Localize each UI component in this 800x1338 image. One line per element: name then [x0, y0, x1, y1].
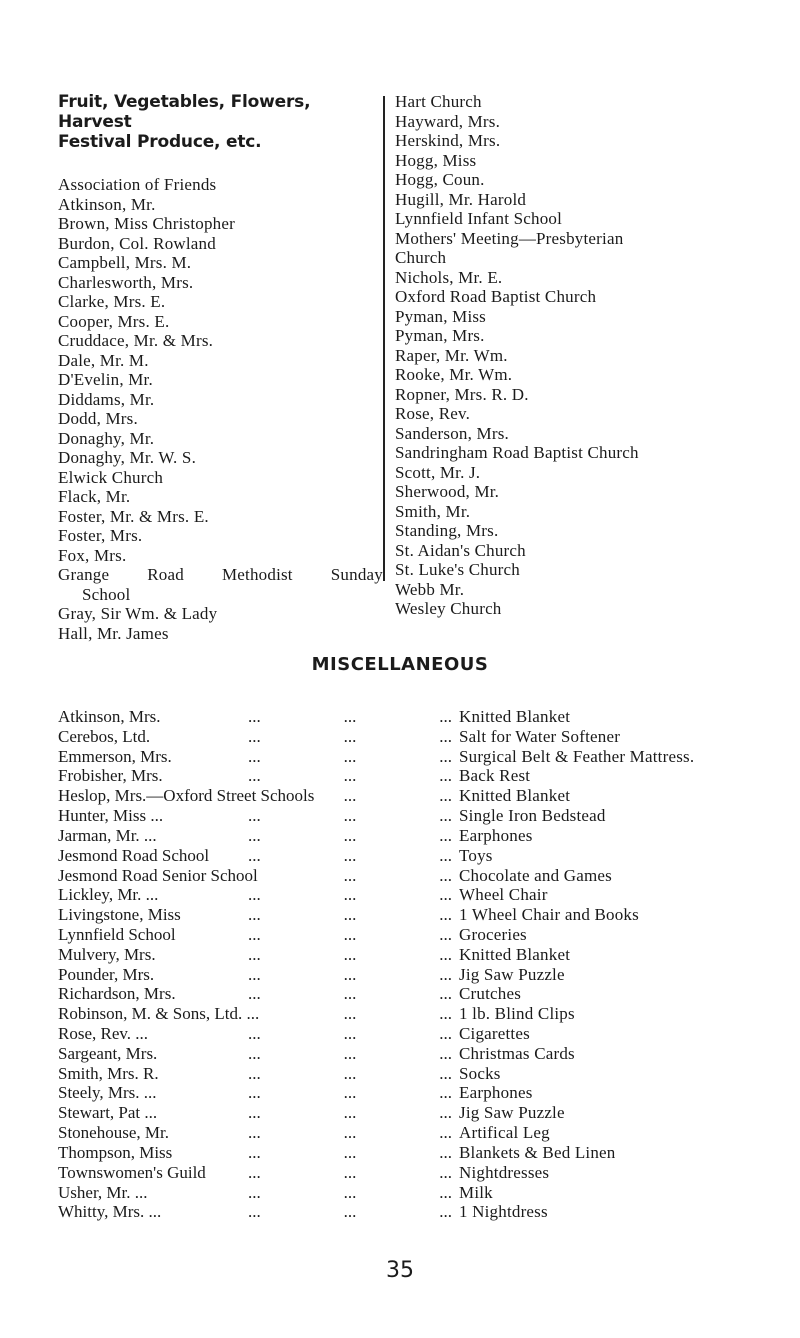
- donor-entry: Fox, Mrs.: [58, 545, 127, 565]
- donor-entry: Diddams, Mr.: [58, 389, 155, 409]
- leader-dot-group: ...: [439, 984, 452, 1004]
- misc-row: [58, 707, 778, 727]
- leader-dot-group: ...: [439, 905, 452, 925]
- misc-gift: Chocolate and Games: [459, 865, 612, 885]
- leader-dot-group: ...: [343, 726, 357, 746]
- grange-word-3: Methodist: [221, 565, 293, 584]
- leader-dot-group: ...: [343, 1202, 357, 1222]
- leader-dot-group: ...: [248, 1063, 261, 1083]
- misc-donor: Atkinson, Mrs.: [58, 707, 161, 726]
- leader-dot-group: ...: [439, 885, 452, 905]
- leader-dots: [248, 826, 452, 846]
- misc-row: [58, 1064, 778, 1084]
- donor-entry: Gray, Sir Wm. & Lady: [58, 604, 218, 623]
- donor-entry: Raper, Mr. Wm.: [395, 345, 508, 365]
- misc-row: [58, 866, 778, 886]
- misc-gift: Single Iron Bedstead: [459, 806, 606, 826]
- leader-dot-group: ...: [343, 825, 357, 845]
- donor-entry: Cruddace, Mr. & Mrs.: [58, 331, 214, 350]
- misc-row: [58, 1143, 778, 1163]
- misc-donor: Livingstone, Miss: [58, 905, 181, 925]
- harvest-right-column: [395, 92, 766, 619]
- leader-dot-group: ...: [343, 984, 357, 1004]
- misc-row: [58, 1202, 778, 1222]
- misc-row: [58, 786, 778, 806]
- donor-entry: Charlesworth, Mrs.: [58, 272, 194, 292]
- misc-row: [58, 1123, 778, 1143]
- grange-word-4: Sunday: [330, 565, 383, 584]
- leader-dot-group: ...: [439, 1024, 452, 1043]
- misc-donor: Robinson, M. & Sons, Ltd. ...: [58, 1004, 260, 1024]
- misc-donor: Pounder, Mrs.: [58, 964, 155, 984]
- leader-dot-group: ...: [343, 1123, 357, 1143]
- donor-entry: Hall, Mr. James: [58, 623, 169, 643]
- donor-entry: Wesley Church: [395, 599, 502, 618]
- harvest-left-column: [58, 92, 383, 643]
- leader-dots: [248, 1004, 452, 1024]
- leader-dot-group: ...: [343, 766, 357, 786]
- misc-gift: 1 Wheel Chair and Books: [459, 905, 639, 925]
- misc-gift: Nightdresses: [459, 1162, 550, 1182]
- leader-dot-group: ...: [439, 1043, 452, 1063]
- donor-entry: D'Evelin, Mr.: [58, 370, 153, 389]
- leader-dot-group: ...: [343, 924, 357, 944]
- misc-donor: Steely, Mrs. ...: [58, 1083, 157, 1103]
- donor-entry: Brown, Miss Christopher: [58, 214, 235, 233]
- misc-donor: Frobisher, Mrs.: [58, 766, 163, 786]
- leader-dot-group: ...: [439, 1182, 452, 1202]
- misc-gift: 1 Nightdress: [459, 1202, 548, 1222]
- leader-dot-group: ...: [439, 1083, 452, 1103]
- misc-row: [58, 965, 778, 985]
- misc-gift: Wheel Chair: [459, 885, 548, 905]
- donor-entry: Hogg, Coun.: [395, 170, 485, 189]
- leader-dot-group: ...: [343, 845, 357, 865]
- leader-dot-group: ...: [439, 766, 452, 786]
- leader-dot-group: ...: [439, 1142, 452, 1162]
- misc-gift: Back Rest: [459, 766, 531, 786]
- misc-row: [58, 766, 778, 786]
- leader-dot-group: ...: [248, 1142, 261, 1162]
- misc-donor: Lynnfield School: [58, 924, 176, 944]
- leader-dots: [248, 866, 452, 886]
- donor-entry: St. Luke's Church: [395, 560, 520, 579]
- misc-gift: Knitted Blanket: [459, 707, 571, 726]
- donor-entry: Sanderson, Mrs.: [395, 423, 509, 443]
- misc-donor: Stonehouse, Mr.: [58, 1123, 169, 1143]
- donor-entry: Oxford Road Baptist Church: [395, 287, 597, 306]
- harvest-donations-section: [58, 92, 766, 643]
- leader-dot-group: ...: [439, 707, 452, 726]
- leader-dot-group: ...: [248, 1043, 261, 1063]
- leader-dot-group: ...: [439, 1202, 452, 1222]
- leader-dots: [248, 1163, 452, 1183]
- misc-gift: Christmas Cards: [459, 1043, 575, 1063]
- leader-dot-group: ...: [439, 924, 452, 944]
- misc-row: [58, 1044, 778, 1064]
- leader-dot-group: ...: [248, 746, 261, 766]
- leader-dot-group: ...: [343, 905, 357, 925]
- misc-gift: Artifical Leg: [459, 1123, 550, 1143]
- column-divider: [383, 96, 385, 581]
- misc-row: [58, 945, 778, 965]
- misc-row: [58, 1024, 778, 1044]
- leader-dots: [248, 1024, 452, 1044]
- leader-dot-group: ...: [248, 944, 261, 964]
- misc-gift: Milk: [459, 1182, 493, 1202]
- donor-entry: Standing, Mrs.: [395, 521, 499, 540]
- leader-dots: [248, 925, 452, 945]
- misc-donor: Smith, Mrs. R.: [58, 1063, 159, 1083]
- leader-dot-group: ...: [343, 1004, 357, 1024]
- misc-row: [58, 1163, 778, 1183]
- donor-entry: Foster, Mr. & Mrs. E.: [58, 506, 209, 526]
- leader-dot-group: ...: [248, 964, 261, 984]
- misc-row: [58, 806, 778, 826]
- misc-gift: Toys: [459, 845, 493, 865]
- donor-entry: Foster, Mrs.: [58, 526, 143, 545]
- donor-entry: Elwick Church: [58, 467, 164, 487]
- misc-row: [58, 846, 778, 866]
- misc-gift: Surgical Belt & Feather Mattress.: [459, 746, 695, 766]
- leader-dots: [248, 786, 452, 806]
- leader-dots: [248, 984, 452, 1004]
- leader-dots: [248, 885, 452, 905]
- leader-dot-group: ...: [343, 806, 357, 826]
- misc-row: [58, 1183, 778, 1203]
- leader-dot-group: ...: [343, 1142, 357, 1162]
- donor-entry: Dale, Mr. M.: [58, 350, 149, 370]
- leader-dot-group: ...: [439, 964, 452, 984]
- misc-gift: Jig Saw Puzzle: [459, 964, 565, 984]
- leader-dot-group: ...: [248, 845, 261, 865]
- leader-dot-group: ...: [248, 1103, 261, 1123]
- donor-entry: St. Aidan's Church: [395, 540, 526, 560]
- misc-gift: Knitted Blanket: [459, 944, 571, 964]
- miscellaneous-list: [58, 707, 778, 1222]
- leader-dots: [248, 1083, 452, 1103]
- leader-dot-group: ...: [439, 726, 452, 746]
- leader-dot-group: ...: [343, 1103, 357, 1123]
- leader-dot-group: ...: [439, 786, 452, 806]
- misc-row: [58, 885, 778, 905]
- leader-dot-group: ...: [248, 806, 261, 826]
- misc-donor: Mulvery, Mrs.: [58, 944, 156, 964]
- leader-dots: [248, 1183, 452, 1203]
- donor-entry: Clarke, Mrs. E.: [58, 292, 166, 311]
- donor-entry: Flack, Mr.: [58, 487, 131, 506]
- donor-entry: Webb Mr.: [395, 579, 465, 599]
- leader-dot-group: ...: [248, 1202, 261, 1222]
- donor-entry: Association of Friends: [58, 175, 217, 194]
- donor-entry: Hogg, Miss: [395, 150, 477, 170]
- page-number: 35: [386, 1258, 414, 1283]
- donor-entry: Scott, Mr. J.: [395, 462, 481, 482]
- leader-dot-group: ...: [439, 1103, 452, 1123]
- misc-donor: Lickley, Mr. ...: [58, 885, 159, 905]
- donor-entry: Campbell, Mrs. M.: [58, 253, 192, 272]
- leader-dots: [248, 766, 452, 786]
- misc-gift: Cigarettes: [459, 1024, 530, 1043]
- misc-donor: Sargeant, Mrs.: [58, 1043, 158, 1063]
- donor-entry: Sherwood, Mr.: [395, 482, 500, 501]
- misc-row: [58, 984, 778, 1004]
- leader-dots: [248, 1202, 452, 1222]
- leader-dot-group: ...: [248, 726, 261, 746]
- leader-dot-group: ...: [343, 1182, 357, 1202]
- misc-row: [58, 747, 778, 767]
- donor-entry: Donaghy, Mr. W. S.: [58, 448, 197, 467]
- misc-row: [58, 727, 778, 747]
- grange-word-2: Road: [147, 565, 184, 584]
- misc-gift: Knitted Blanket: [459, 786, 571, 806]
- leader-dots: [248, 1103, 452, 1123]
- misc-gift: Jig Saw Puzzle: [459, 1103, 565, 1123]
- misc-donor: Townswomen's Guild: [58, 1162, 206, 1182]
- leader-dot-group: ...: [439, 1063, 452, 1083]
- donor-entry-continuation: School: [82, 584, 131, 604]
- leader-dot-group: ...: [248, 766, 261, 786]
- leader-dot-group: ...: [343, 885, 357, 905]
- section-heading: Fruit, Vegetables, Flowers, Harvest: [58, 92, 311, 132]
- donor-entry-continuation: Church: [395, 248, 447, 267]
- leader-dots: [248, 1143, 452, 1163]
- donor-entry: Atkinson, Mr.: [58, 194, 156, 214]
- donor-entry: Nichols, Mr. E.: [395, 267, 503, 287]
- leader-dot-group: ...: [248, 825, 261, 845]
- misc-row: [58, 1004, 778, 1024]
- leader-dots: [248, 806, 452, 826]
- leader-dot-group: ...: [248, 924, 261, 944]
- donor-entry: Mothers' Meeting—Presbyterian: [395, 228, 624, 248]
- misc-donor: Jarman, Mr. ...: [58, 825, 157, 845]
- donor-entry: Cooper, Mrs. E.: [58, 311, 170, 331]
- leader-dot-group: ...: [343, 865, 357, 885]
- donor-entry: Hart Church: [395, 92, 482, 111]
- leader-dot-group: ...: [439, 865, 452, 885]
- donor-entry: Rose, Rev.: [395, 404, 471, 423]
- leader-dot-group: ...: [248, 1162, 261, 1182]
- misc-gift: Blankets & Bed Linen: [459, 1142, 616, 1162]
- leader-dot-group: ...: [248, 1123, 261, 1143]
- misc-donor: Thompson, Miss: [58, 1142, 173, 1162]
- leader-dots: [248, 965, 452, 985]
- misc-donor: Stewart, Pat ...: [58, 1103, 158, 1123]
- donor-entry: Burdon, Col. Rowland: [58, 233, 216, 253]
- misc-gift: 1 lb. Blind Clips: [459, 1004, 575, 1024]
- leader-dot-group: ...: [343, 1083, 357, 1103]
- donor-entry: Pyman, Miss: [395, 306, 486, 326]
- misc-row: [58, 925, 778, 945]
- leader-dot-group: ...: [248, 707, 261, 726]
- leader-dot-group: ...: [439, 825, 452, 845]
- leader-dot-group: ...: [343, 1162, 357, 1182]
- donor-entry: Rooke, Mr. Wm.: [395, 365, 513, 384]
- leader-dot-group: ...: [439, 806, 452, 826]
- donor-entry: Hayward, Mrs.: [395, 111, 501, 131]
- leader-dot-group: ...: [343, 746, 357, 766]
- leader-dot-group: ...: [439, 1162, 452, 1182]
- donor-entry: Ropner, Mrs. R. D.: [395, 384, 529, 404]
- section-heading-continued: Festival Produce, etc.: [58, 132, 262, 152]
- leader-dots: [248, 1044, 452, 1064]
- misc-gift: Crutches: [459, 984, 522, 1004]
- misc-gift: Salt for Water Softener: [459, 726, 621, 746]
- leader-dots: [248, 905, 452, 925]
- leader-dot-group: ...: [248, 1083, 261, 1103]
- misc-donor: Emmerson, Mrs.: [58, 746, 172, 766]
- leader-dot-group: ...: [343, 964, 357, 984]
- misc-row: [58, 1083, 778, 1103]
- leader-dots: [248, 1064, 452, 1084]
- misc-donor: Cerebos, Ltd.: [58, 726, 151, 746]
- donor-entry-grange: [58, 565, 383, 585]
- donor-entry: Dodd, Mrs.: [58, 409, 138, 428]
- leader-dot-group: ...: [439, 1123, 452, 1143]
- donor-entry: Lynnfield Infant School: [395, 209, 563, 228]
- donor-entry: Herskind, Mrs.: [395, 131, 501, 150]
- misc-donor: Usher, Mr. ...: [58, 1182, 148, 1202]
- leader-dots: [248, 945, 452, 965]
- misc-donor: Hunter, Miss ...: [58, 806, 164, 826]
- misc-gift: Socks: [459, 1063, 501, 1083]
- misc-gift: Earphones: [459, 825, 533, 845]
- leader-dots: [248, 1123, 452, 1143]
- donor-entry: Hugill, Mr. Harold: [395, 189, 527, 209]
- leader-dot-group: ...: [248, 905, 261, 925]
- misc-donor: Rose, Rev. ...: [58, 1024, 149, 1043]
- grange-word-1: Grange: [58, 565, 110, 584]
- donor-entry: Pyman, Mrs.: [395, 326, 485, 345]
- leader-dot-group: ...: [439, 1004, 452, 1024]
- leader-dot-group: ...: [439, 944, 452, 964]
- misc-gift: Groceries: [459, 924, 527, 944]
- leader-dots: [248, 846, 452, 866]
- leader-dots: [248, 747, 452, 767]
- leader-dot-group: ...: [343, 1063, 357, 1083]
- misc-row: [58, 905, 778, 925]
- leader-dot-group: ...: [248, 1182, 261, 1202]
- leader-dot-group: ...: [248, 885, 261, 905]
- misc-gift: Earphones: [459, 1083, 533, 1103]
- leader-dots: [248, 707, 452, 727]
- donor-entry: Sandringham Road Baptist Church: [395, 443, 639, 462]
- leader-dots: [248, 727, 452, 747]
- misc-donor: Jesmond Road School: [58, 845, 210, 865]
- donor-entry: Smith, Mr.: [395, 501, 471, 521]
- leader-dot-group: ...: [343, 944, 357, 964]
- miscellaneous-heading: MISCELLANEOUS: [311, 654, 489, 675]
- leader-dot-group: ...: [248, 984, 261, 1004]
- misc-donor: Heslop, Mrs.—Oxford Street Schools: [58, 786, 315, 806]
- leader-dot-group: ...: [343, 786, 357, 806]
- leader-dot-group: ...: [343, 1024, 357, 1043]
- misc-row: [58, 1103, 778, 1123]
- misc-donor: Jesmond Road Senior School: [58, 865, 258, 885]
- leader-dot-group: ...: [343, 707, 357, 726]
- leader-dot-group: ...: [439, 746, 452, 766]
- leader-dot-group: ...: [439, 845, 452, 865]
- leader-dot-group: ...: [343, 1043, 357, 1063]
- misc-donor: Whitty, Mrs. ...: [58, 1202, 162, 1222]
- leader-dot-group: ...: [248, 1024, 261, 1043]
- misc-donor: Richardson, Mrs.: [58, 984, 176, 1004]
- donor-entry: Donaghy, Mr.: [58, 428, 155, 448]
- misc-row: [58, 826, 778, 846]
